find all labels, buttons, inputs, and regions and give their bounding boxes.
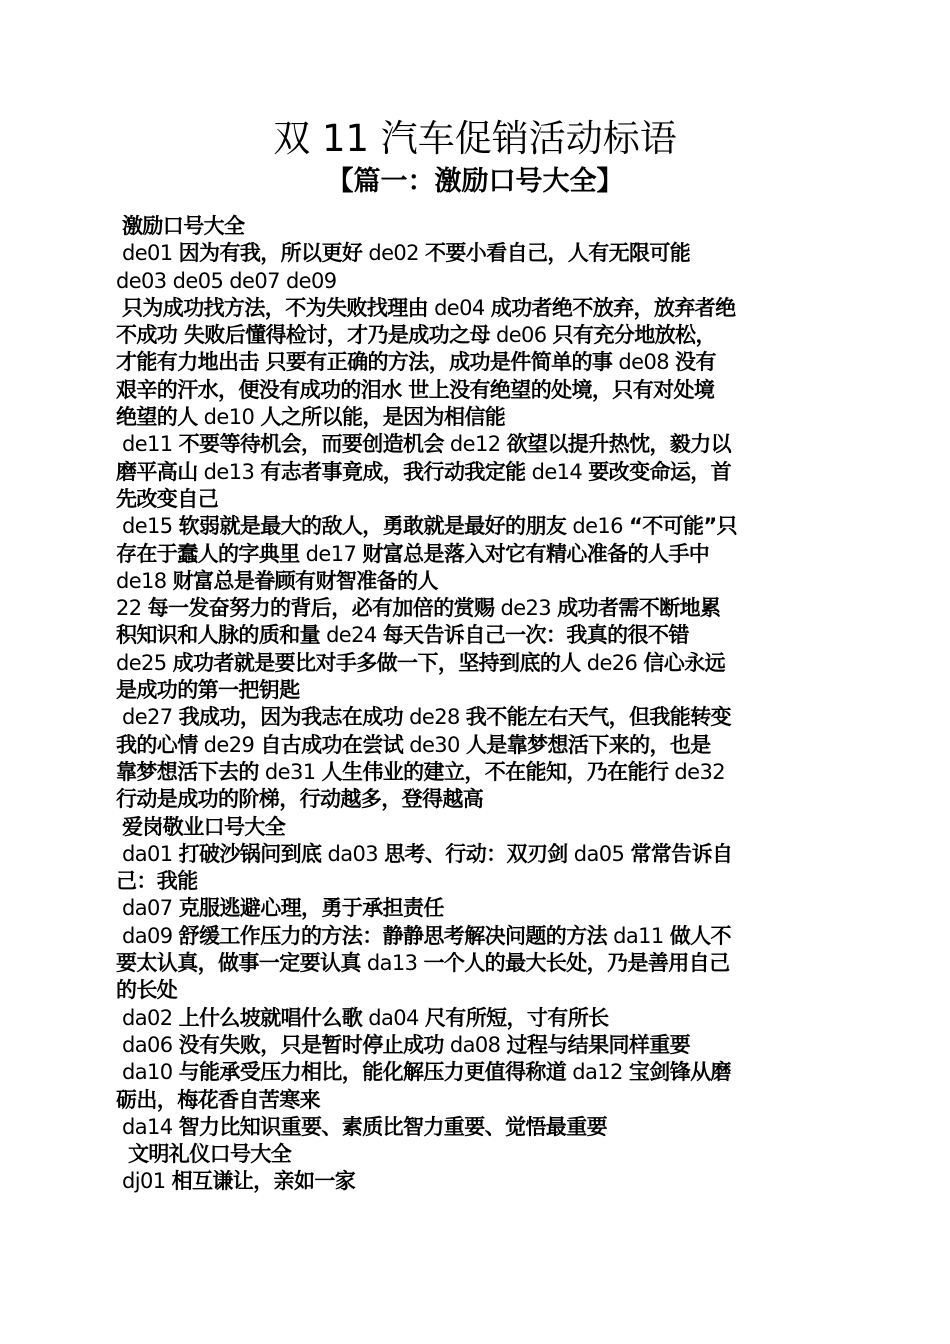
slogan-text: 一个人的最大长处，乃是善用自己 [423,951,730,976]
slogan-text: 爱岗敬业口号大全 [122,814,286,839]
slogan-code: da14 [122,1114,179,1139]
slogan-text: 每天告诉自己一次：我真的很不错 [382,623,689,648]
slogan-code: de25 [116,650,173,675]
slogan-code: de16 [566,514,629,539]
text-line [116,977,834,1004]
text-line [116,650,834,677]
slogan-code: de17 [299,541,363,566]
slogan-text: 文明礼仪口号大全 [128,1142,292,1167]
text-line [116,486,834,513]
slogan-code: da04 [362,1005,425,1030]
slogan-text: 财富总是落入对它有精心准备的人手中 [362,541,710,566]
slogan-code: da07 [122,896,179,921]
slogan-code: da06 [122,1032,179,1057]
slogan-code: da05 [567,841,631,866]
text-line [116,1168,834,1195]
text-line [116,814,834,841]
slogan-text: 我的心情 [116,732,198,757]
text-line [116,322,834,349]
slogan-text: 绝望的人 [116,405,198,430]
slogan-code: de27 [122,705,179,730]
slogan-text: 艰辛的汗水，便没有成功的泪水 世上没有绝望的处境，只有对处境 [116,377,715,402]
slogan-text: 打破沙锅问到底 [178,841,322,866]
slogan-code: da01 [122,841,179,866]
slogan-text: 没有失败，只是暂时停止成功 [178,1032,444,1057]
slogan-text: 克服逃避心理，勇于承担责任 [178,896,444,921]
slogan-code: de13 [197,459,261,484]
slogan-text: 过程与结果同样重要 [506,1032,691,1057]
text-line [116,459,834,486]
slogan-text: 存在于蠢人的字典里 [116,541,300,566]
slogan-text: 人之所以能，是因为相信能 [260,405,506,430]
text-line [116,923,834,950]
slogan-code: de24 [320,623,383,648]
slogan-code: de12 [443,432,507,457]
text-line [116,868,834,895]
slogan-text: 要太认真，做事一定要认真 [116,951,361,976]
text-line [116,759,834,786]
slogan-text: 才能有力地出击 只要有正确的方法，成功是件简单的事 [116,350,613,375]
text-line [116,595,834,622]
slogan-text: 常常告诉自 [630,841,733,866]
slogan-text: 智力比知识重要、素质比智力重要、觉悟最重要 [178,1114,608,1139]
slogan-text: 因为有我，所以更好 [178,241,363,266]
text-line [116,704,834,731]
slogan-code: de28 [403,705,466,730]
text-line [116,568,834,595]
slogan-code: da11 [607,923,670,948]
slogan-text: 先改变自己 [116,486,218,511]
slogan-code: de14 [525,459,589,484]
text-line [116,268,834,295]
text-line [116,295,834,322]
slogan-text: 相互谦让，亲如一家 [171,1169,356,1194]
slogan-code: de30 [403,732,466,757]
slogan-text: 上什么坡就唱什么歌 [178,1005,363,1030]
slogan-text: 不要小看自己，人有无限可能 [425,241,691,266]
text-line [116,732,834,759]
slogan-text: 人生伟业的建立，不在能知，乃在能行 [321,759,669,784]
slogan-text: 的长处 [116,978,178,1003]
slogan-text: 财富总是眷顾有财智准备的人 [172,568,438,593]
text-line [116,786,834,813]
text-line [116,677,834,704]
slogan-text: 与能承受压力相比，能化解压力更值得称道 [178,1060,567,1085]
slogan-code: de18 [116,568,173,593]
slogan-code: de10 [197,405,261,430]
slogan-text: 做人不 [669,923,731,948]
text-line [116,404,834,431]
slogan-text: 自古成功在尝试 [260,732,404,757]
text-line [116,1032,834,1059]
slogan-text: “不可能”只 [629,514,738,539]
slogan-code: de29 [197,732,261,757]
text-line [116,1059,834,1086]
text-line [116,1114,834,1141]
slogan-text: 人是靠梦想活下来的，也是 [465,732,711,757]
slogan-text: 尺有所短，寸有所长 [424,1005,609,1030]
slogan-text: 思考、行动：双刃剑 [384,841,568,866]
slogan-text: 要改变命运，首 [588,459,732,484]
document-subtitle: 【篇一：激励口号大全】 [326,166,624,197]
slogan-code: de01 [122,241,179,266]
text-line [116,1141,834,1168]
slogan-text: 信心永远 [643,650,725,675]
slogan-text: 靠梦想活下去的 [116,759,259,784]
slogan-code: de15 [122,514,179,539]
text-line [116,541,834,568]
slogan-code: de02 [362,241,425,266]
slogan-text: 欲望以提升热忱，毅力以 [506,432,731,457]
slogan-code: da08 [443,1032,507,1057]
slogan-text: 己：我能 [116,869,198,894]
text-line [116,213,834,240]
slogan-text: 软弱就是最大的敌人，勇敢就是最好的朋友 [178,514,567,539]
slogan-text: 砺出，梅花香自苦寒来 [116,1087,320,1112]
text-line [116,513,834,540]
slogan-text: 没有 [675,350,716,375]
slogan-text: 有志者事竟成，我行动我定能 [260,459,526,484]
slogan-text: 成功者需不断地累 [557,596,721,621]
text-line [116,622,834,649]
slogan-code: de32 [668,759,726,784]
slogan-text: 我不能左右天气，但我能转变 [465,705,731,730]
text-line [116,1005,834,1032]
document-title: 双 11 汽车促销活动标语 [273,117,677,160]
text-line [116,950,834,977]
slogan-code: da13 [360,951,424,976]
text-line [116,1087,834,1114]
slogan-text: 宝剑锋从磨 [628,1060,731,1085]
slogan-text: 激励口号大全 [122,214,245,238]
slogan-code: dj01 [122,1169,172,1194]
slogan-text: 不要等待机会，而要创造机会 [178,432,444,457]
slogan-text: 是成功的第一把钥匙 [116,678,300,703]
text-line [116,349,834,376]
slogan-text: 成功者绝不放弃，放弃者绝 [490,295,736,320]
document-body [116,213,834,1196]
slogan-text: 只为成功找方法，不为失败找理由 [122,295,428,320]
text-line [116,431,834,458]
text-line [116,895,834,922]
slogan-text: 不成功 失败后懂得检讨，才乃是成功之母 [116,323,490,348]
slogan-text: 磨平高山 [116,459,198,484]
slogan-code: de31 [258,759,322,784]
slogan-code: da03 [321,841,385,866]
slogan-code: de04 [428,295,491,320]
slogan-code: de23 [494,596,558,621]
text-line [116,841,834,868]
slogan-code: de06 [489,323,553,348]
slogan-code: da10 [122,1060,179,1085]
slogan-text: 积知识和人脉的质和量 [116,623,320,648]
slogan-text: 每一发奋努力的背后，必有加倍的赏赐 [147,596,495,621]
slogan-code: de08 [612,350,676,375]
text-line [116,377,834,404]
slogan-code: da12 [566,1060,629,1085]
text-line [116,240,834,267]
slogan-code: 22 [116,596,148,621]
slogan-code: de11 [122,432,179,457]
slogan-text: 只有充分地放松， [552,323,716,348]
slogan-text: 舒缓工作压力的方法：静静思考解决问题的方法 [178,923,608,948]
slogan-code: da02 [122,1005,179,1030]
slogan-text: 我成功，因为我志在成功 [178,705,404,730]
slogan-code: da09 [122,923,179,948]
slogan-code: de03 de05 de07 de09 [116,268,337,293]
slogan-text: 成功者就是要比对手多做一下，坚持到底的人 [172,650,581,675]
slogan-text: 行动是成功的阶梯，行动越多，登得越高 [116,787,484,812]
slogan-code: de26 [580,650,644,675]
